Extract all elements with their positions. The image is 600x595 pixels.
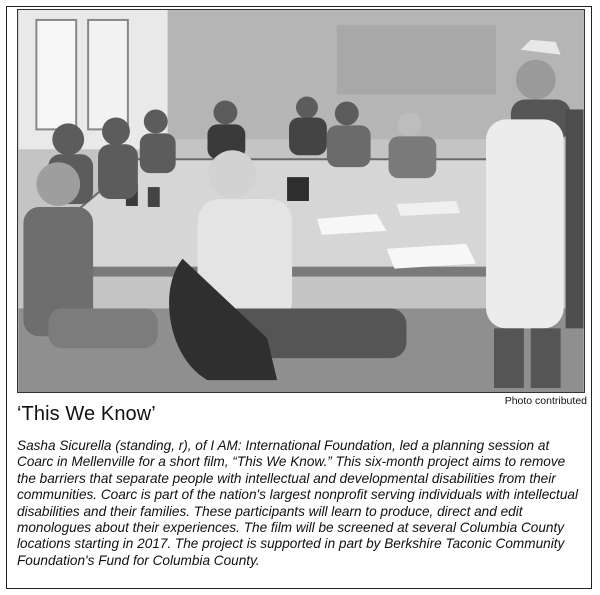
news-clipping bbox=[6, 6, 592, 589]
photo-caption: Sasha Sicurella (standing, r), of I AM: International Foundation, led a planning session at Coarc in Mellenville for a short film, “This We Know.” This six-month project aims to remove the barriers that separate people with intellectual and developmental disabilities from their communities. Coarc is part of the nation's largest nonprofit serving individuals with intellectual disabilities and their families. These participants will learn to produce, direct and edit monologues about their experiences. The film will be screened at several Columbia County locations starting in 2017. The project is supported in part by Berkshire Taconic Community Foundation's Fund for Columbia County. bbox=[17, 438, 578, 568]
photo-credit: Photo contributed bbox=[504, 395, 587, 407]
photo-illustration bbox=[18, 10, 584, 392]
headline: ‘This We Know’ bbox=[17, 403, 156, 425]
news-photo bbox=[17, 9, 585, 393]
